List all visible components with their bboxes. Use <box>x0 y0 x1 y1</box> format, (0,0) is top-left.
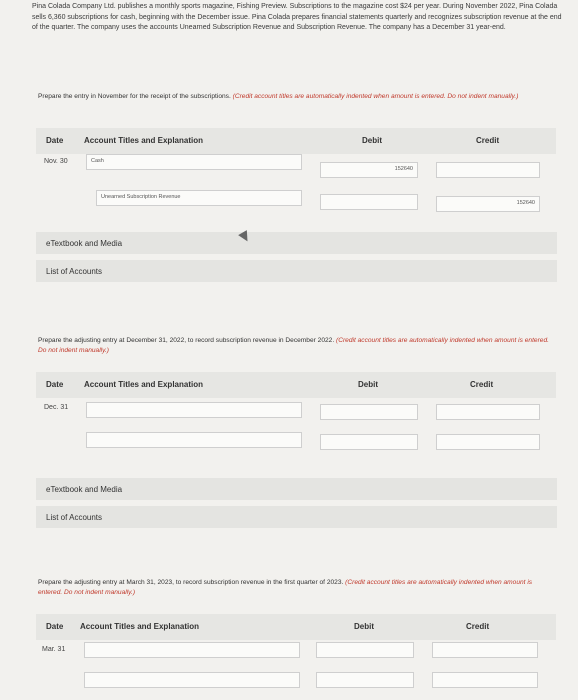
debit-field-3-2[interactable] <box>316 672 414 688</box>
list-accounts-link-1[interactable] <box>36 260 557 282</box>
header-account: Account Titles and Explanation <box>80 622 199 631</box>
debit-field-1-1[interactable]: 152640 <box>320 162 418 178</box>
account-field-1-1[interactable]: Cash <box>86 154 302 170</box>
table-2-header <box>36 372 556 398</box>
etextbook-link-2[interactable] <box>36 478 557 500</box>
header-credit: Credit <box>470 380 494 389</box>
credit-field-3-1[interactable] <box>432 642 538 658</box>
etextbook-link-1[interactable] <box>36 232 557 254</box>
header-credit: Credit <box>476 136 500 145</box>
prompt-2-note: (Credit account titles are automatically indented when amount is entered. Do not indent manually.) <box>38 337 549 354</box>
date-2: Dec. 31 <box>44 404 69 411</box>
list-accounts-label-2: List of Accounts <box>46 513 103 522</box>
prompt-1 <box>38 92 558 102</box>
debit-field-2-2[interactable] <box>320 434 418 450</box>
header-debit: Debit <box>362 136 382 145</box>
prompt-3 <box>38 578 558 598</box>
debit-field-1-2[interactable] <box>320 194 418 210</box>
prompt-3-text: Prepare the adjusting entry at March 31, 2023, to record subscription revenue in the first quarter of 2023. <box>38 579 344 586</box>
credit-field-2-1[interactable] <box>436 404 540 420</box>
prompt-1-note: (Credit account titles are automatically indented when amount is entered. Do not indent manually.) <box>232 93 519 100</box>
prompt-2-text: Prepare the adjusting entry at December 31, 2022, to record subscription revenue in December 2022. <box>38 337 335 344</box>
prompt-1-text: Prepare the entry in November for the receipt of the subscriptions. <box>38 93 231 100</box>
problem-intro: Pina Colada Company Ltd. publishes a monthly sports magazine, Fishing Preview. Subscriptions to the magazine cost $24 per year. During November 2022, Pina Colada sells 6,360 subscriptions for cash, beginning with the December issue. Pina Colada prepares financial statements quarterly and recognizes subscription revenue at the end of the quarter. The company uses the accounts Unearned Subscription Revenue and Subscription Revenue. The company has a December 31 year-end. <box>32 3 562 31</box>
date-1: Nov. 30 <box>44 158 68 165</box>
table-3-header <box>36 614 556 640</box>
credit-field-1-2[interactable]: 152640 <box>436 196 540 212</box>
header-date: Date <box>46 380 64 389</box>
prompt-2 <box>38 336 558 356</box>
account-field-2-1[interactable] <box>86 402 302 418</box>
header-debit: Debit <box>354 622 374 631</box>
credit-field-1-1[interactable] <box>436 162 540 178</box>
prompt-3-note: (Credit account titles are automatically indented when amount is entered. Do not indent manually.) <box>38 579 533 596</box>
debit-field-3-1[interactable] <box>316 642 414 658</box>
header-date: Date <box>46 136 64 145</box>
date-3: Mar. 31 <box>42 646 66 653</box>
credit-field-3-2[interactable] <box>432 672 538 688</box>
table-1-header <box>36 128 556 154</box>
etextbook-label-2: eTextbook and Media <box>46 485 123 494</box>
credit-field-2-2[interactable] <box>436 434 540 450</box>
header-account: Account Titles and Explanation <box>84 136 203 145</box>
account-field-2-2[interactable] <box>86 432 302 448</box>
account-field-1-2[interactable]: Unearned Subscription Revenue <box>96 190 302 206</box>
etextbook-label-1: eTextbook and Media <box>46 239 123 248</box>
account-field-3-2[interactable] <box>84 672 300 688</box>
list-accounts-link-2[interactable] <box>36 506 557 528</box>
debit-field-2-1[interactable] <box>320 404 418 420</box>
header-account: Account Titles and Explanation <box>84 380 203 389</box>
header-date: Date <box>46 622 64 631</box>
header-debit: Debit <box>358 380 378 389</box>
list-accounts-label-1: List of Accounts <box>46 267 103 276</box>
account-field-3-1[interactable] <box>84 642 300 658</box>
header-credit: Credit <box>466 622 490 631</box>
